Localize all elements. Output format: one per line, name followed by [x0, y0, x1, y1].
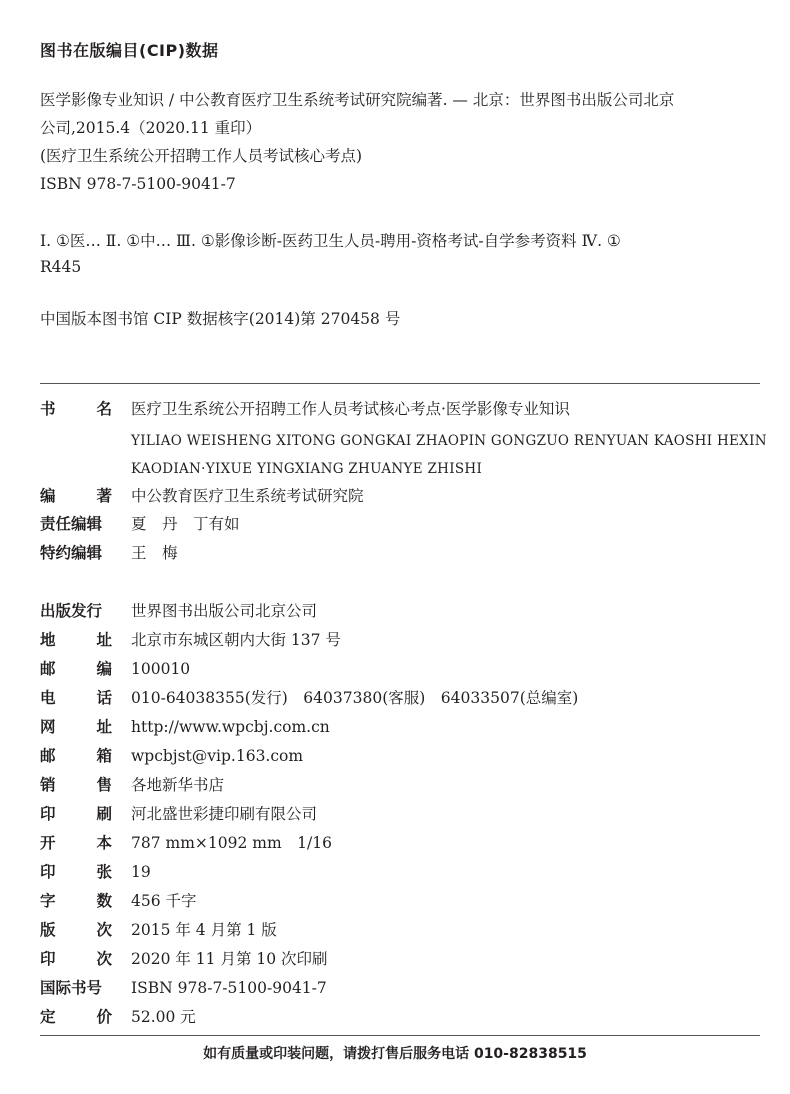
author-label: 编 著 — [40, 487, 112, 505]
sheets-row — [40, 859, 760, 886]
author-row — [40, 483, 760, 510]
sales-row — [40, 772, 760, 799]
edition-label: 版 次 — [40, 921, 112, 939]
postcode-label: 邮 编 — [40, 660, 112, 678]
editor-row — [40, 511, 760, 538]
sales-label: 销 售 — [40, 776, 112, 794]
word-count: 456 千字 — [131, 892, 197, 910]
cip-class-code: R445 — [40, 258, 82, 276]
price-row — [40, 1004, 760, 1031]
editor-label: 责任编辑 — [40, 515, 103, 533]
printing-row — [40, 946, 760, 973]
website-label: 网 址 — [40, 718, 112, 736]
pinyin-line-2: KAODIAN·YIXUE YINGXIANG ZHUANYE ZHISHI — [131, 461, 483, 477]
title-label: 书 名 — [40, 400, 112, 418]
service-note: 如有质量或印装问题，请拨打售后服务电话 010-82838515 — [203, 1046, 587, 1062]
special-editor-row — [40, 540, 760, 567]
cip-series-line: (医疗卫生系统公开招聘工作人员考试核心考点) — [40, 147, 363, 165]
printer: 河北盛世彩捷印刷有限公司 — [131, 805, 318, 823]
pinyin-line-1: YILIAO WEISHENG XITONG GONGKAI ZHAOPIN GONGZUO RENYUAN KAOSHI HEXIN — [131, 433, 767, 449]
isbn-row — [40, 975, 760, 1002]
isbn-label: 国际书号 — [40, 979, 103, 997]
website: http://www.wpcbj.com.cn — [131, 718, 330, 736]
editor: 夏 丹 丁有如 — [131, 515, 240, 533]
cip-isbn-line: ISBN 978-7-5100-9041-7 — [40, 175, 236, 193]
author: 中公教育医疗卫生系统考试研究院 — [131, 487, 364, 505]
phone: 010-64038355(发行) 64037380(客服) 64033507(总编室) — [131, 689, 579, 707]
format: 787 mm×1092 mm 1/16 — [131, 834, 332, 852]
cip-header: 图书在版编目(CIP)数据 — [40, 41, 219, 60]
printing: 2020 年 11 月第 10 次印刷 — [131, 950, 328, 968]
cip-classification-line: Ⅰ. ①医… Ⅱ. ①中… Ⅲ. ①影像诊断-医药卫生人员-聘用-资格考试-自学参考资料 Ⅳ. ① — [40, 232, 621, 250]
isbn: ISBN 978-7-5100-9041-7 — [131, 979, 327, 997]
email-row — [40, 743, 760, 770]
special-editor: 王 梅 — [131, 544, 178, 562]
cip-library-line: 中国版本图书馆 CIP 数据核字(2014)第 270458 号 — [40, 310, 401, 328]
edition: 2015 年 4 月第 1 版 — [131, 921, 277, 939]
website-row — [40, 714, 760, 741]
email-label: 邮 箱 — [40, 747, 112, 765]
publisher-label: 出版发行 — [40, 602, 103, 620]
printer-row — [40, 801, 760, 828]
word-count-row — [40, 888, 760, 915]
top-divider — [40, 383, 760, 384]
sales: 各地新华书店 — [131, 776, 225, 794]
printer-label: 印 刷 — [40, 805, 112, 823]
format-label: 开 本 — [40, 834, 112, 852]
address-label: 地 址 — [40, 631, 112, 649]
address: 北京市东城区朝内大街 137 号 — [131, 631, 341, 649]
sheets: 19 — [131, 863, 151, 881]
printing-label: 印 次 — [40, 950, 112, 968]
email: wpcbjst@vip.163.com — [131, 747, 304, 765]
publisher-row — [40, 598, 760, 625]
cip-title-line: 医学影像专业知识 / 中公教育医疗卫生系统考试研究院编著. — 北京：世界图书出版公司北京 — [40, 91, 675, 109]
book-title: 医疗卫生系统公开招聘工作人员考试核心考点·医学影像专业知识 — [131, 400, 570, 418]
phone-row — [40, 685, 760, 712]
publisher: 世界图书出版公司北京公司 — [131, 602, 318, 620]
cip-publication-line: 公司,2015.4（2020.11 重印） — [40, 119, 262, 137]
format-row — [40, 830, 760, 857]
special-editor-label: 特约编辑 — [40, 544, 103, 562]
bottom-divider — [40, 1035, 760, 1036]
address-row — [40, 627, 760, 654]
postcode-row — [40, 656, 760, 683]
price: 52.00 元 — [131, 1008, 196, 1026]
price-label: 定 价 — [40, 1008, 112, 1026]
word-count-label: 字 数 — [40, 892, 112, 910]
postcode: 100010 — [131, 660, 191, 678]
edition-row — [40, 917, 760, 944]
title-row — [40, 396, 760, 423]
sheets-label: 印 张 — [40, 863, 112, 881]
phone-label: 电 话 — [40, 689, 112, 707]
